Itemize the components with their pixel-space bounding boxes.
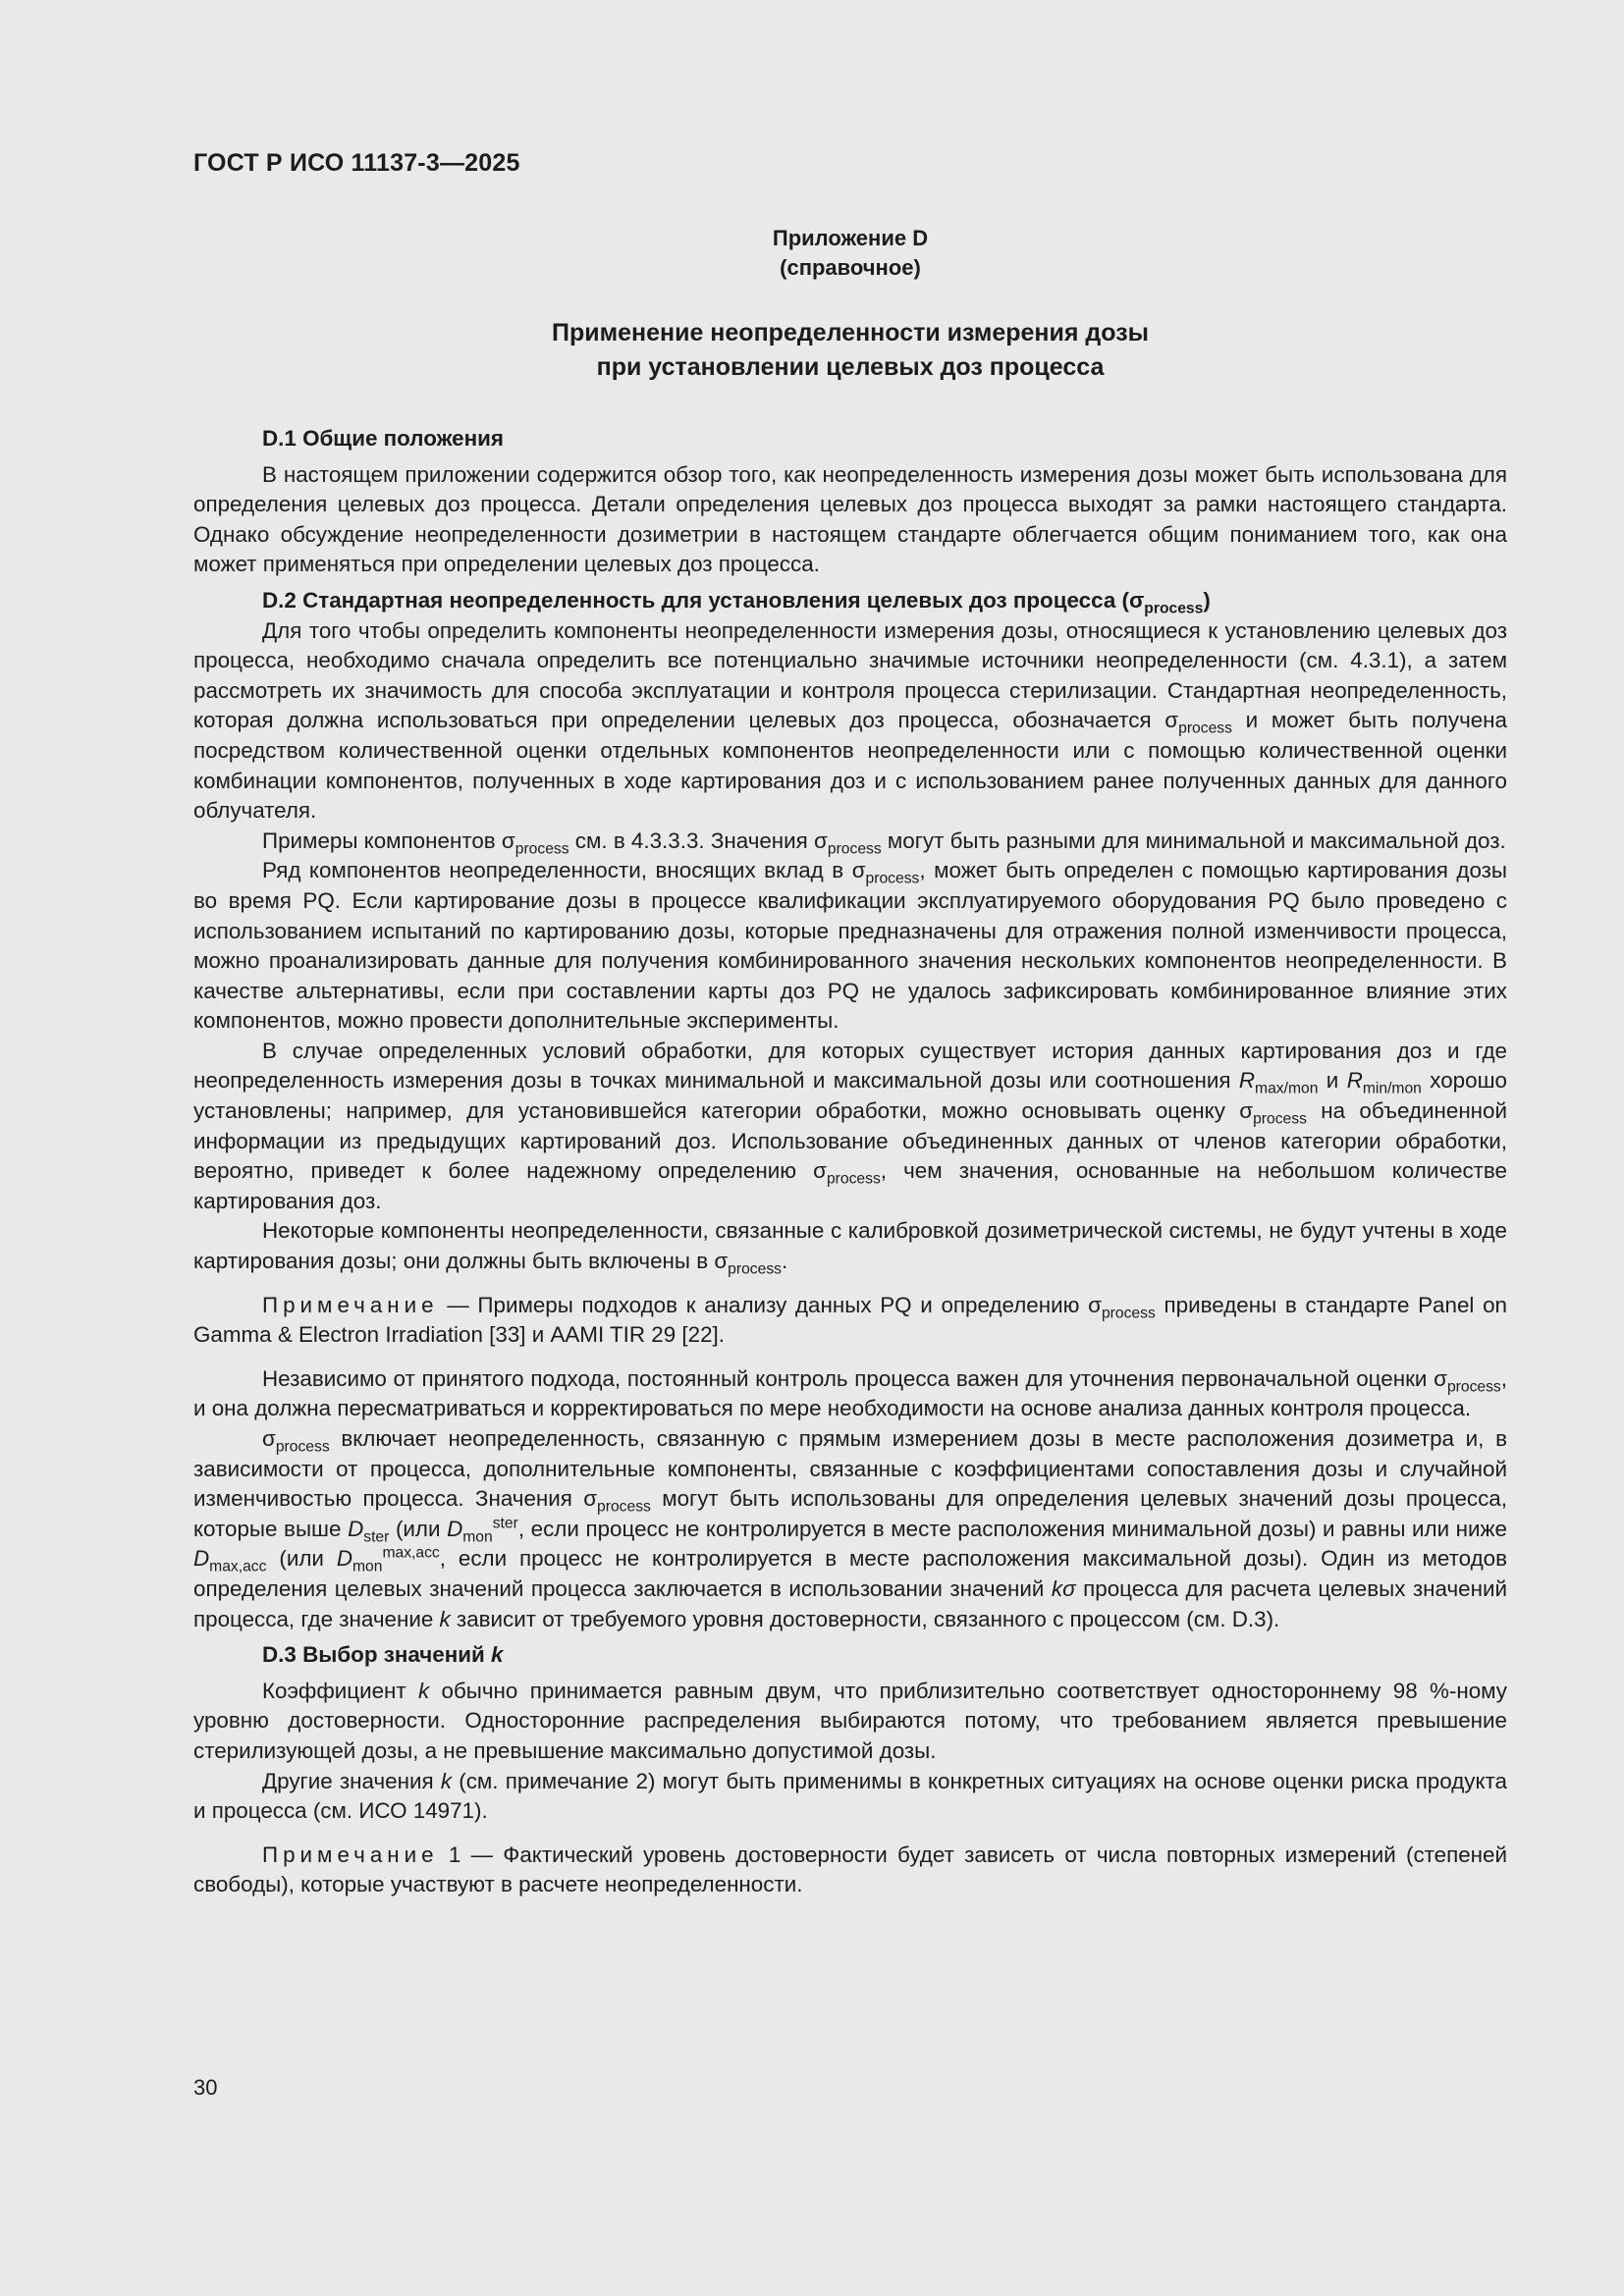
document-body: [193, 424, 1507, 1900]
paragraph-d2-3: Ряд компонентов неопределенности, вносящих вклад в $\sigma_{process}$, может быть определен с помощью картирования дозы во время PQ. Если картирование дозы в процессе квалификации эксплуатируемого оборудования PQ было проведено с использованием испытаний по картированию дозы, которые предназначены для отражения полной изменчивости процесса, можно проанализировать данные для получения комбинированного значения нескольких компонентов неопределенности. В качестве альтернативы, если при составлении карты доз PQ не удалось зафиксировать комбинированное влияние этих компонентов, можно провести дополнительные эксперименты.: [193, 858, 1508, 1034]
paragraph-d3-1: Коэффициент k обычно принимается равным двум, что приблизительно соответствует одностороннему 98 %-ному уровню достоверности. Односторонние распределения выбираются потому, что требованием является превышение стерилизующей дозы, а не превышение максимально допустимой дозы.: [193, 1678, 1507, 1763]
annex-title-line-2: при установлении целевых доз процесса: [596, 353, 1105, 381]
paragraph-d2-1: Для того чтобы определить компоненты неопределенности измерения дозы, относящиеся к установлению целевых доз процесса, необходимо сначала определить все потенциально значимые источники неопределенности (см. 4.3.1), а затем рассмотреть их значимость для способа эксплуатации и контроля процесса стерилизации. Стандартная неопределенность, которая должна использоваться при определении целевых доз процесса, обозначается $\sigma_{process}$ и может быть получена посредством количественной оценки отдельных компонентов неопределенности или с помощью количественной оценки комбинации компонентов, полученных в ходе картирования доз и с использованием ранее полученных данных для данного облучателя.: [193, 617, 1507, 824]
section-heading-d3: D.3 Выбор значений k: [262, 1642, 504, 1668]
annex-title-line-1: Применение неопределенности измерения дозы: [551, 319, 1150, 347]
annex-label-block: [193, 224, 1507, 283]
section-heading-d2: D.2 Стандартная неопределенность для установления целевых доз процесса $(\sigma_{process})$: [262, 587, 1211, 617]
annex-type: (справочное): [780, 255, 921, 280]
note-label: Примечание: [262, 1842, 439, 1867]
paragraph-d1-1: В настоящем приложении содержится обзор того, как неопределенность измерения дозы может быть использована для определения целевых доз процесса. Детали определения целевых доз процесса выходят за рамки настоящего стандарта. Однако обсуждение неопределенности дозиметрии в настоящем стандарте облегчается общим пониманием того, как она может применяться при определении целевых доз процесса.: [193, 461, 1507, 577]
annex-title-block: [193, 316, 1507, 385]
document-id: ГОСТ Р ИСО 11137-3—2025: [193, 149, 520, 177]
paragraph-d3-2: Другие значения k (см. примечание 2) могут быть применимы в конкретных ситуациях на основе оценки риска продукта и процесса (см. ИСО 14971).: [193, 1768, 1507, 1824]
annex-label: Приложение D: [772, 226, 929, 250]
note-d2: Примечание — Примеры подходов к анализу данных PQ и определению $\sigma_{process}$ приведены в стандарте Panel on Gamma & Electron Irradiation [33] и AAMI TIR 29 [22].: [193, 1292, 1507, 1348]
paragraph-d2-4: В случае определенных условий обработки, для которых существует история данных картирования доз и где неопределенность измерения дозы в точках минимальной и максимальной дозы или соотношения $R_{max/mon}$ и $R_{min/mon}$ хорошо установлены; например, для установившейся категории обработки, можно основывать оценку $\sigma_{process}$ на объединенной информации из предыдущих картирований доз. Использование объединенных данных от членов категории обработки, вероятно, приведет к более надежному определению $\sigma_{process}$, чем значения, основанные на небольшом количестве картирования доз.: [193, 1038, 1508, 1213]
note-label: Примечание: [262, 1292, 439, 1317]
note-d3-1: Примечание 1 — Фактический уровень достоверности будет зависеть от числа повторных измерений (степеней свободы), которые участвуют в расчете неопределенности.: [193, 1842, 1507, 1897]
paragraph-d2-7: $\sigma_{process}$ включает неопределенность, связанную с прямым измерением дозы в месте расположения дозиметра и, в зависимости от процесса, дополнительные компоненты, связанные с коэффициентами сопоставления дозы и случайной изменчивостью процесса. Значения $\sigma_{process}$ могут быть использованы для определения целевых значений дозы процесса, которые выше $D_{ster}$ (или $D_{mon}^{ster}$, если процесс не контролируется в месте расположения минимальной дозы) и равны или ниже $D_{max,acc}$ (или $D_{mon}^{max,acc}$, если процесс не контролируется в месте расположения максимальной дозы). Один из методов определения целевых значений процесса заключается в использовании значений kσ процесса для расчета целевых значений процесса, где значение k зависит от требуемого уровня достоверности, связанного с процессом (см. D.3).: [193, 1426, 1507, 1631]
paragraph-d2-6: Независимо от принятого подхода, постоянный контроль процесса важен для уточнения первоначальной оценки $\sigma_{process}$, и она должна пересматриваться и корректироваться по мере необходимости на основе анализа данных контроля процесса.: [193, 1365, 1507, 1421]
section-heading-d1: D.1 Общие положения: [262, 426, 504, 451]
paragraph-d2-2: Примеры компонентов $\sigma_{process}$ см. в 4.3.3.3. Значения $\sigma_{process}$ могут быть разными для минимальной и максимальной доз.: [262, 828, 1506, 858]
paragraph-d2-5: Некоторые компоненты неопределенности, связанные с калибровкой дозиметрической системы, не будут учтены в ходе картирования дозы; они должны быть включены в $\sigma_{process}$.: [193, 1218, 1507, 1278]
page-number: 30: [193, 2075, 218, 2100]
